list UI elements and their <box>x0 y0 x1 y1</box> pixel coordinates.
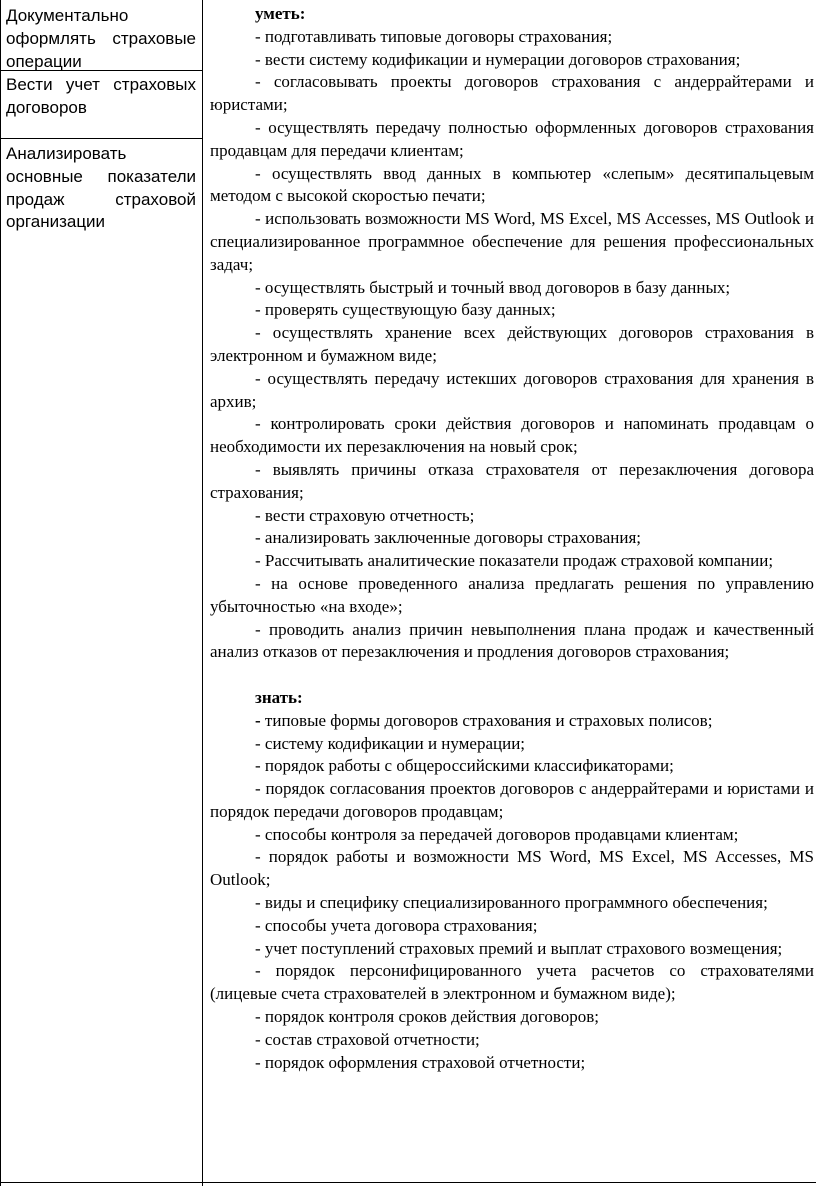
list-item: - состав страховой отчетности; <box>255 1029 480 1049</box>
list-item: - порядок согласования проектов договоров с андеррайтерами и юристами и порядок передачи договоров продавцам; <box>210 779 814 821</box>
list-item: - вести страховую отчетность; <box>255 505 475 525</box>
list-item: - контролировать сроки действия договоров и напоминать продавцам о необходимости их перезаключения на новый срок; <box>210 414 814 457</box>
competency-cell-accounting <box>6 74 196 120</box>
competency-text: Документально оформлять страховые операции <box>6 6 196 71</box>
list-item: - осуществлять ввод данных в компьютер «слепым» десятипальцевым методом с высокой скоростью печати; <box>210 163 814 206</box>
list-item: - использовать возможности MS Word, MS Excel, MS Accesses, MS Outlook и специализированное программное обеспечение для решения профессиональных задач; <box>210 209 814 274</box>
knowledge-heading: знать: <box>255 687 303 707</box>
list-item: - Рассчитывать аналитические показатели продаж страховой компании; <box>255 551 774 571</box>
competency-cell-analysis <box>6 143 196 234</box>
list-item-text: типовые формы договоров страхования и страховых полисов; <box>260 710 713 730</box>
list-item: - осуществлять передачу истекших договоров страхования для хранения в архив; <box>210 368 814 411</box>
skills-heading: уметь: <box>255 4 306 23</box>
table-border-left <box>0 0 1 1186</box>
list-item: - способы контроля за передачей договоров продавцами клиентам; <box>255 824 739 844</box>
list-item: - осуществлять хранение всех действующих договоров страхования в электронном и бумажном виде; <box>210 323 814 365</box>
list-item: - проводить анализ причин невыполнения плана продаж и качественный анализ отказов от перезаключения и продления договоров страхования; <box>210 619 814 662</box>
row-divider-2 <box>0 138 203 139</box>
competency-cell-document <box>6 5 196 73</box>
column-divider <box>202 0 203 1186</box>
table-border-bottom <box>0 1182 816 1183</box>
list-item: - порядок оформления страховой отчетности; <box>255 1052 586 1072</box>
list-item: - подготавливать типовые договоры страхования; <box>255 26 613 46</box>
section-spacer <box>210 664 814 687</box>
bold-dash: - <box>255 710 261 730</box>
list-item: - проверять существующую базу данных; <box>255 300 556 320</box>
list-item <box>210 710 814 733</box>
requirements-cell <box>210 3 814 1074</box>
list-item: - на основе проведенного анализа предлагать решения по управлению убыточностью «на входе»; <box>210 573 814 616</box>
list-item: - систему кодификации и нумерации; <box>255 733 526 753</box>
list-item: - порядок персонифицированного учета расчетов со страхователями (лицевые счета страхователей в электронном и бумажном виде); <box>210 961 814 1004</box>
list-item: - порядок работы с общероссийскими классификаторами; <box>255 756 674 776</box>
list-item: - виды и специфику специализированного программного обеспечения; <box>255 893 768 913</box>
skills-list <box>210 26 814 664</box>
list-item: - осуществлять быстрый и точный ввод договоров в базу данных; <box>255 277 731 297</box>
list-item: - выявлять причины отказа страхователя от перезаключения договора страхования; <box>210 459 814 502</box>
list-item: - согласовывать проекты договоров страхования с андеррайтерами и юристами; <box>210 72 814 115</box>
list-item: - учет поступлений страховых премий и выплат страхового возмещения; <box>255 938 783 958</box>
list-item: - порядок работы и возможности MS Word, MS Excel, MS Accesses, MS Outlook; <box>210 847 814 890</box>
list-item: - порядок контроля сроков действия договоров; <box>255 1007 599 1027</box>
list-item: - анализировать заключенные договоры страхования; <box>255 528 641 548</box>
competency-text: Вести учет страховых договоров <box>6 75 196 117</box>
competency-text: Анализировать основные показатели продаж страховой организации <box>6 144 196 232</box>
list-item: - способы учета договора страхования; <box>255 915 538 935</box>
list-item: - осуществлять передачу полностью оформленных договоров страхования продавцам для передачи клиентам; <box>210 117 814 160</box>
knowledge-list <box>210 710 814 1075</box>
list-item: - вести систему кодификации и нумерации договоров страхования; <box>255 49 741 69</box>
